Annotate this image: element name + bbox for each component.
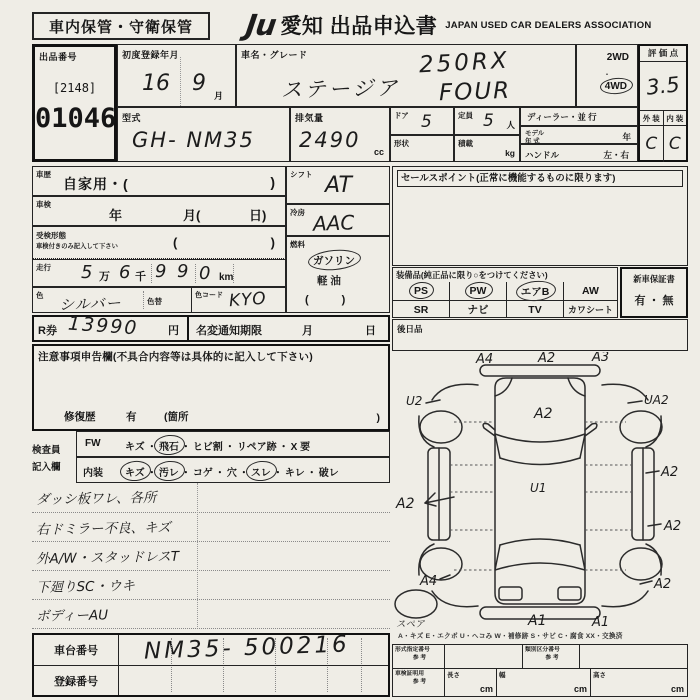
first-registration-month: 9 [192,71,206,96]
drive-2wd: 2WD [606,52,629,63]
mark-upper-right: UA2 [644,393,669,407]
note-line: ダッシ板ワレ、各所 [35,489,157,509]
doors-label: ドア [394,111,409,120]
drive-4wd-selected: 4WD [604,81,627,92]
lot-label: 出品番号 [39,52,78,62]
drive-separator: ・ [603,70,611,79]
sales-point-box [392,166,688,266]
displacement-label: 排気量 [295,113,324,123]
color-row [32,287,286,313]
handle-label: ハンドル [525,150,560,160]
warranty-options: 有 ・ 無 [634,295,674,307]
fw-selected-item: 飛石 [159,438,179,453]
handle-cell [520,144,638,162]
aircon-label: 冷房 [290,208,305,217]
storage-box [32,12,210,40]
front-left-wheel [420,411,462,443]
left-mirror [483,424,495,437]
shift-value: AT [325,173,352,198]
fw-items: キズ ・ 飛石 ・ ヒビ割 ・ リペア跡 ・ X 要 [125,438,310,453]
capacity-cell [454,107,520,135]
notes-column-divider [197,483,198,627]
mark-hood: A2 [534,406,553,422]
cert-label: 車検証明用 参 考 [393,669,445,696]
spare-tire [395,590,437,618]
model-year-label1: モデル [525,130,545,137]
mark-rear-bumper-center: A1 [528,613,547,629]
model-code-label: 型式 [122,113,142,123]
aircon-cell [286,204,390,236]
displacement-value: 2490 [299,128,361,152]
interior-selected-item: キズ [125,464,145,479]
class-number-label: 類別区分番号 参 考 [523,645,580,668]
model-year-unit: 年 [622,132,631,142]
inspector-fw-row [76,431,390,457]
vehicle-grade2: FOUR [438,77,512,107]
shaken-month: 月( [183,208,201,223]
vehicle-name-cell [236,44,576,107]
reference-table [392,644,688,697]
height-cell: 高さ cm [593,672,684,694]
shift-cell [286,166,390,204]
equipment-sr: SR [413,303,429,316]
name-change-month: 月 [302,325,313,337]
model-code-cell [117,107,290,162]
interior-selected-item: 汚レ [159,464,179,479]
mark-side-right-upper: A2 [661,465,679,480]
mark-upper-left: U2 [406,394,423,408]
mark-front-center: A2 [538,352,556,366]
displacement-cell [290,107,390,162]
plate-value-cells [119,635,388,695]
rear-right-wheel [620,548,662,580]
color-divider [143,291,144,309]
equipment-tv: TV [528,303,542,316]
later-items-box [392,319,688,351]
mileage-row [32,259,286,287]
juken-label: 受検形態 [36,231,66,240]
shaken-row [32,196,286,226]
model-year-cell [520,126,638,144]
name-change-day: 日 [365,325,376,337]
dealer-label: ディーラー・並 行 [527,112,597,122]
month-unit: 月 [214,91,224,101]
fw-key: FW [85,438,101,449]
name-change-label: 名変通知期限 [196,325,262,337]
juken-note: 車検付きのみ記入して下さい [36,243,118,250]
mileage-km: km [219,272,234,283]
fuel-other: ( ) [305,294,346,306]
juken-paren-close: ) [270,235,275,250]
mileage-digit: 9 [177,261,189,282]
shift-label: シフト [290,170,313,179]
repair-location-note: (箇所 [164,411,189,423]
ju-logo: Ju [243,8,278,42]
fuel-cell [286,236,390,313]
right-mirror [585,424,597,437]
header-title-row [243,8,652,42]
drive-cell [576,44,638,107]
equipment-row2 [393,300,617,318]
exterior-label: 外 装 [640,111,664,125]
inspector-grid [32,431,390,483]
mileage-divider [195,264,196,283]
aircon-value: AAC [312,210,355,236]
capacity-unit: 人 [506,120,515,130]
mark-rear-right: A2 [654,577,672,592]
fuel-label: 燃料 [290,240,305,249]
mileage-digit: 6 [119,262,131,283]
lot-stamp: [2148] [52,81,97,95]
rating-subheader [640,110,686,126]
r-ticket-row [32,312,390,342]
warranty-box [620,267,688,318]
plate-label-cell: 登録番号 [34,666,119,695]
width-cell: 幅 cm [497,669,591,696]
rating-score: 3.5 [645,72,681,100]
first-registration-cell [117,44,236,107]
fuel-diesel: 軽 油 [317,275,341,287]
capacity-label: 定員 [458,111,473,120]
recolor-label: 色替 [147,297,162,306]
vehicle-name-value: ステージア [280,75,401,103]
equipment-pw-selected: PW [469,285,487,297]
mileage-digit: 5 [81,262,93,283]
mileage-divider [233,264,234,283]
vehicle-name-label: 車名・グレード [241,50,308,60]
rating-label: 評 価 点 [640,46,686,62]
sales-point-header-box: セールスポイント(正常に機能するものに限ります) [397,170,683,187]
later-items-label: 後日品 [397,324,423,334]
interior-label: 内 装 [666,113,684,123]
class-number-value [580,645,687,668]
type-number-label: 形式指定番号 参 考 [393,645,445,668]
note-line: 外A/W・スタッドレスT [35,548,180,568]
color-code-divider [191,288,192,312]
association-name: JAPAN USED CAR DEALERS ASSOCIATION [445,19,652,31]
doors-value: 5 [421,112,432,132]
mark-rear-bumper-right: A1 [592,615,610,629]
color-value: シルバー [58,293,122,315]
r-ticket-value: 13990 [67,312,140,340]
chassis-value: NM35- 500216 [143,631,351,665]
first-registration-year: 16 [142,71,170,96]
note-line: ボディーAU [35,607,109,625]
equipment-header: 装備品(純正品に限り○をつけてください) [396,270,548,280]
load-cell [454,135,520,162]
damage-diagram [392,352,690,629]
shaken-day: 日) [249,208,267,223]
displacement-unit: cc [373,147,384,157]
shape-cell [390,135,454,162]
mark-front-right: A3 [592,352,610,365]
interior-selected-item: スレ [251,464,271,479]
mileage-label: 走行 [36,263,51,272]
mark-rear-left: A4 [420,574,438,589]
equipment-navi: ナビ [467,304,489,316]
fuel-gasoline-selected: ガソリン [313,255,355,267]
history-label: 車歴 [36,170,51,179]
capacity-value: 5 [483,111,494,131]
note-line: 下廻りSC・ウキ [35,578,136,596]
equipment-airbag-selected: エアB [520,285,550,298]
rating-values [640,126,686,162]
warranty-label: 新車保証書 [633,274,675,284]
mark-side-left: A2 [396,496,415,512]
chassis-table [32,633,390,697]
model-year-label2: 年 式 [525,138,540,145]
exterior-grade: C [640,126,664,162]
damage-legend: A・キズ E・エクボ U・ヘコみ W・補修跡 S・サビ C・腐食 XX・交換済 [398,633,623,640]
first-registration-divider [180,57,181,106]
first-registration-label: 初度登録年月 [122,50,180,60]
form-title: 愛知 出品申込書 [280,15,438,38]
history-value: 自家用・( [63,176,129,192]
r-row-divider [187,317,189,340]
inspector-interior-row [76,457,390,483]
dealer-cell [520,107,638,126]
load-unit: kg [505,148,515,158]
mark-roof: U1 [530,481,547,495]
lot-number: 01046 [35,103,117,134]
r-ticket-unit: 円 [168,325,179,337]
type-number-value [445,645,523,668]
repair-history-label: 修復歴 [64,411,96,423]
mileage-unit-man: 万 [99,271,110,283]
model-code-value: GH- NM35 [132,128,255,152]
shaken-label: 車検 [36,200,51,209]
front-bumper [480,365,600,376]
inspector-title: 検査員 記入欄 [32,444,61,473]
storage-label: 車内保管・守衛保管 [48,18,193,36]
note-line: 右ドミラー不良、キズ [35,519,171,539]
lot-number-box [32,44,117,162]
shape-label: 形状 [394,139,409,148]
caution-box [32,344,390,431]
color-code-label: 色コード [195,292,223,299]
equipment-aw: AW [582,285,599,297]
length-cell: 長さ cm [445,669,497,696]
rating-box [638,44,688,162]
interior-items: キズ ・ 汚レ ・ コゲ ・ 穴 ・ スレ ・ キレ ・ 破レ [125,464,339,479]
notes-area [32,483,390,631]
juken-paren-open: ( [173,235,178,250]
equipment-leather-seat: カワシート [567,305,613,315]
shaken-year: 年 [109,208,123,223]
load-label: 積載 [458,139,473,148]
history-close: ) [270,174,275,190]
color-code-value: KYO [228,288,268,312]
mileage-digit: 0 [199,263,211,284]
interior-key: 内装 [83,468,103,479]
vehicle-grade1: 250RX [418,47,511,79]
handle-options: 左・右 [603,150,629,160]
interior-grade: C [668,134,681,154]
spare-label: スペア [396,619,425,629]
juken-row [32,226,286,259]
mark-front-left: A4 [476,352,494,367]
equipment-box [392,267,618,318]
mileage-unit-sen: 千 [135,271,146,283]
equipment-ps-selected: PS [413,285,428,297]
repair-history-value: 有 [126,411,137,423]
color-label: 色 [36,291,44,300]
repair-paren-close: ) [376,412,380,424]
mark-side-right-lower: A2 [664,519,682,534]
mileage-digit: 9 [155,261,167,282]
front-right-wheel [620,411,662,443]
caution-header: 注意事項申告欄(不具合内容等は具体的に記入して下さい) [38,351,313,363]
equipment-row1 [393,282,617,300]
history-row [32,166,286,196]
mileage-divider [151,264,152,283]
r-ticket-label: R券 [38,325,57,337]
chassis-label-cell: 車台番号 [34,635,119,666]
doors-cell [390,107,454,135]
